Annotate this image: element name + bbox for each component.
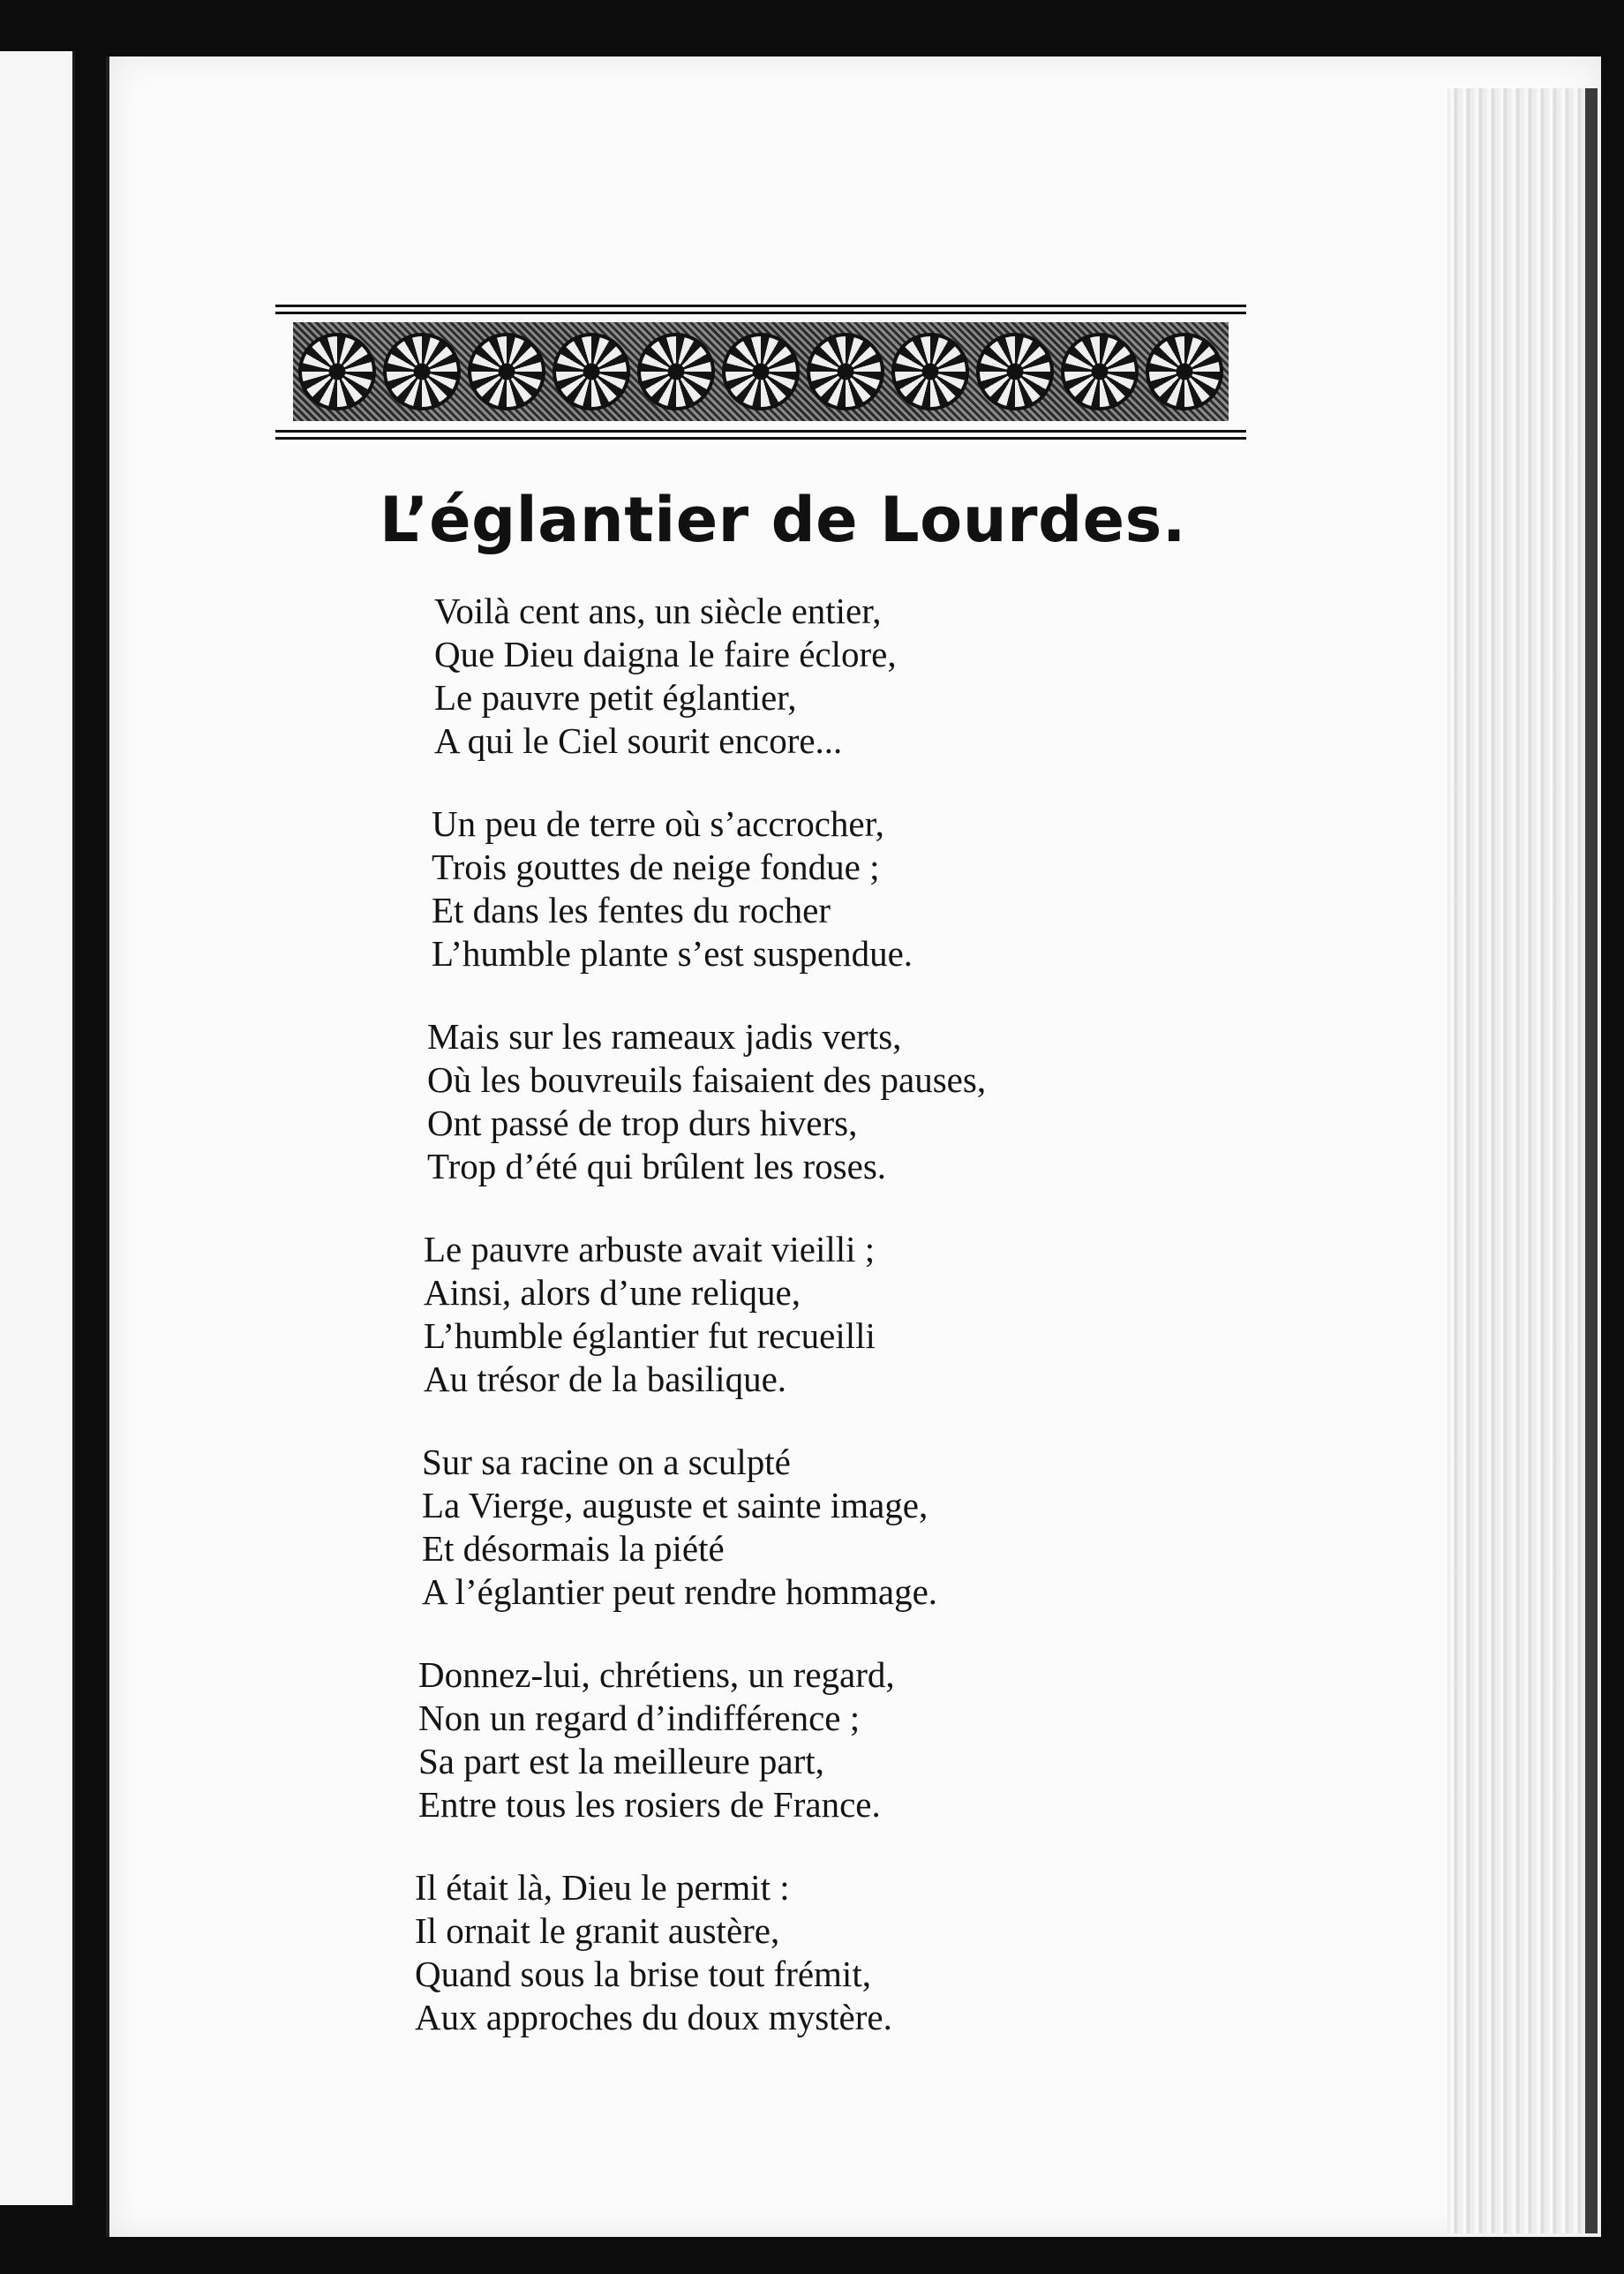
stanza (418, 1653, 1140, 1826)
poem-line: Trop d’été qui brûlent les roses. (427, 1146, 887, 1186)
stanza (427, 1015, 1140, 1188)
rosette-icon (637, 333, 715, 410)
stanza (424, 1228, 1140, 1401)
poem-line: Quand sous la brise tout frémit, (415, 1954, 871, 1994)
rosette-icon (298, 333, 376, 410)
rosette-icon (553, 333, 630, 410)
poem-line: Et dans les fentes du rocher (432, 890, 831, 930)
poem-line: A l’églantier peut rendre hommage. (422, 1571, 938, 1612)
rosette-icon (383, 333, 461, 410)
poem-line: Il était là, Dieu le permit : (415, 1867, 790, 1908)
poem-line: La Vierge, auguste et sainte image, (422, 1485, 929, 1525)
poem-line: A qui le Ciel sourit encore... (434, 720, 843, 761)
rosette-icon (891, 333, 969, 410)
rosette-icon (722, 333, 800, 410)
poem-line: L’humble églantier fut recueilli (424, 1315, 876, 1356)
poem-line: L’humble plante s’est suspendue. (432, 933, 914, 974)
poem-line: Au trésor de la basilique. (424, 1359, 787, 1399)
poem-line: Mais sur les rameaux jadis verts, (427, 1016, 902, 1057)
rosette-icon (1146, 333, 1223, 410)
page-edges (1447, 88, 1598, 2233)
poem-line: Sur sa racine on a sculpté (422, 1442, 791, 1482)
poem-line: Où les bouvreuils faisaient des pauses, (427, 1059, 987, 1100)
rosette-band (293, 322, 1229, 421)
poem-line: Il ornait le granit austère, (415, 1910, 780, 1951)
poem-line: Le pauvre petit églantier, (434, 677, 797, 718)
ornament-rule-bottom (275, 437, 1246, 440)
poem-line: Et désormais la piété (422, 1528, 725, 1569)
facing-page-edge (0, 51, 75, 2205)
rosette-icon (1061, 333, 1139, 410)
poem-line: Ont passé de trop durs hivers, (427, 1103, 858, 1143)
poem-line: Trois gouttes de neige fondue ; (432, 847, 880, 887)
poem-line: Sa part est la meilleure part, (418, 1741, 824, 1781)
poem-line: Voilà cent ans, un siècle entier, (434, 591, 882, 631)
rosette-icon (468, 333, 545, 410)
stanza (415, 1866, 1140, 2039)
ornamental-header-band (275, 305, 1246, 456)
poem-body (415, 590, 1140, 2079)
ornament-rule-top (275, 305, 1246, 307)
stanza (422, 1441, 1140, 1614)
poem-line: Un peu de terre où s’accrocher, (432, 803, 884, 844)
poem-line: Le pauvre arbuste avait vieilli ; (424, 1229, 876, 1269)
poem-line: Donnez-lui, chrétiens, un regard, (418, 1654, 895, 1695)
ornament-rule-bottom-inner (275, 430, 1246, 433)
poem-title: L’églantier de Lourdes. (380, 484, 1186, 556)
poem-line: Aux approches du doux mystère. (415, 1997, 892, 2037)
ornament-rule-top-inner (275, 312, 1246, 314)
poem-line: Non un regard d’indifférence ; (418, 1698, 861, 1738)
rosette-icon (976, 333, 1054, 410)
poem-line: Que Dieu daigna le faire éclore, (434, 634, 897, 674)
stanza (432, 802, 1140, 975)
poem-line: Entre tous les rosiers de France. (418, 1784, 881, 1825)
stanza (434, 590, 1140, 763)
rosette-icon (807, 333, 884, 410)
poem-line: Ainsi, alors d’une relique, (424, 1272, 801, 1313)
